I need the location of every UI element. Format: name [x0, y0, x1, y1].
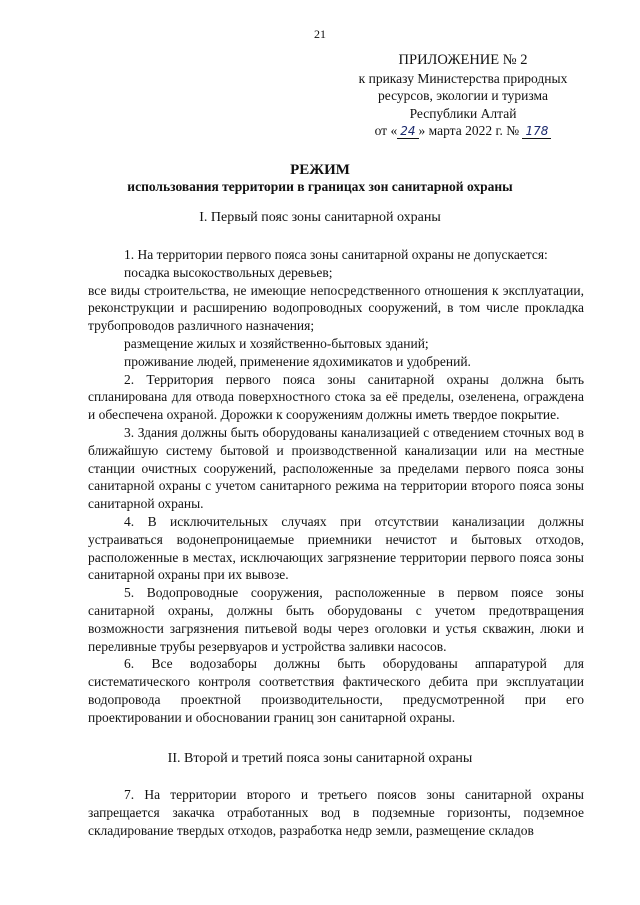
- paragraph: 3. Здания должны быть оборудованы канализацией с отведением сточных вод в ближайшую систему бытовой и производственной канализации или на местные станции очистных сооружений, расположенные за пределами первого пояса зоны санитарной охраны с учетом санитарного режима на территории второго пояса зоны санитарной охраны.: [88, 424, 584, 512]
- document-subtitle: использования территории в границах зон санитарной охраны: [127, 179, 513, 194]
- page-number: 21: [314, 27, 326, 41]
- list-item: размещение жилых и хозяйственно-бытовых зданий;: [124, 335, 429, 351]
- list-item: проживание людей, применение ядохимикатов и удобрений.: [124, 353, 471, 369]
- order-month-year: » марта 2022 г. №: [418, 123, 523, 138]
- paragraph: 2. Территория первого пояса зоны санитарной охраны должна быть спланирована для отвода поверхностного стока за её пределы, озеленена, ограждена и обеспечена охраной. Дорожки к сооружениям должны иметь твердое покрытие.: [88, 371, 584, 423]
- section-1-body: [88, 246, 584, 727]
- list-item: посадка высокоствольных деревьев;: [124, 264, 333, 280]
- appendix-title: ПРИЛОЖЕНИЕ № 2: [398, 52, 528, 68]
- appendix-line-2: ресурсов, экологии и туризма: [378, 88, 548, 103]
- appendix-header: [328, 52, 598, 141]
- paragraph: 6. Все водозаборы должны быть оборудованы аппаратурой для систематического контроля соответствия фактического дебита при эксплуатации водопровода проектной производительности, предусмотренной при его проектировании и обосновании границ зон санитарной охраны.: [88, 656, 584, 725]
- section-2-body: [88, 786, 584, 839]
- order-number-handwritten: 178: [522, 124, 551, 139]
- section-heading-2: II. Второй и третий пояса зоны санитарной охраны: [167, 751, 473, 766]
- paragraph: 7. На территории второго и третьего поясов зоны санитарной охраны запрещается закачка отработанных вод в подземные горизонты, подземное складирование твердых отходов, разработка недр земли, размещение складов: [88, 787, 584, 838]
- order-date-line: [328, 122, 598, 141]
- order-day-handwritten: 24: [397, 124, 418, 139]
- list-item: все виды строительства, не имеющие непосредственного отношения к эксплуатации, реконструкции и расширению водопроводных сооружений, в том числе прокладка трубопроводов различного назначения;: [88, 282, 584, 334]
- paragraph: 5. Водопроводные сооружения, расположенные в первом поясе зоны санитарной охраны, должны быть оборудованы с учетом предотвращения возможности загрязнения питьевой воды через оголовки и устья скважин, люки и переливные трубы резервуаров и устройства заливки насосов.: [88, 585, 584, 654]
- appendix-line-3: Республики Алтай: [409, 105, 517, 121]
- document-title: РЕЖИМ: [290, 162, 350, 178]
- paragraph: 1. На территории первого пояса зоны санитарной охраны не допускается:: [124, 247, 548, 262]
- paragraph: 4. В исключительных случаях при отсутствии канализации должны устраиваться водонепроницаемые приемники нечистот и бытовых отходов, расположенные в местах, исключающих загрязнение территории первого пояса зоны санитарной охраны при их вывозе.: [88, 513, 584, 583]
- order-prefix: от «: [374, 123, 398, 138]
- section-heading-1: I. Первый пояс зоны санитарной охраны: [199, 210, 441, 225]
- appendix-line-1: к приказу Министерства природных: [358, 70, 568, 86]
